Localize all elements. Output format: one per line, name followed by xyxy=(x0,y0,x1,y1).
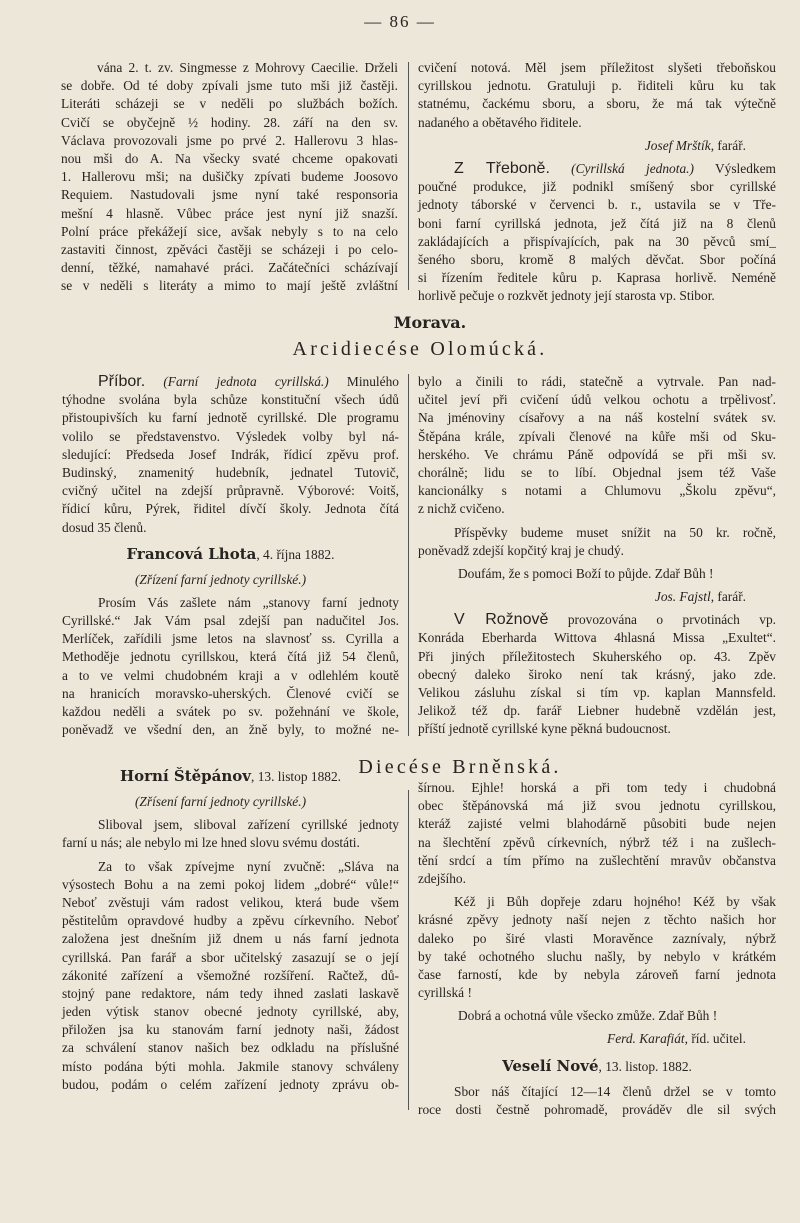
text-block xyxy=(61,59,398,295)
text-block xyxy=(418,779,776,888)
text-line: horlivě pečuje o rozkvět jednoty její starosta vp. Stibor. xyxy=(418,288,715,304)
text-block xyxy=(418,1054,776,1078)
column-divider xyxy=(408,374,409,736)
article-title xyxy=(62,542,399,566)
text-line: statnému, čackému sboru, a sboru, že má tak výtečně xyxy=(418,96,776,112)
signature xyxy=(418,137,776,155)
signature-title: , farář. xyxy=(710,137,746,153)
paragraph-heading: Z Třeboně. xyxy=(454,159,550,177)
text-line: za schválení stanov našich bez odkladu na příslušné xyxy=(62,1040,399,1056)
text-line: denní, těžké, namahavé práci. Začátečníci scházívají xyxy=(61,260,398,276)
text-line: Merlíček, zařídili jsme letos na slavnosť ss. Cyrilla a xyxy=(62,631,399,647)
paragraph-heading: V Rožnově xyxy=(454,611,549,629)
article-subtitle xyxy=(62,571,399,589)
column-middle-right xyxy=(418,373,776,739)
article-title xyxy=(62,764,399,788)
text-line: řídicí kůru, Pýrek, řiditel dívčí školy. Jednota čítá xyxy=(62,501,399,517)
article-subtitle-text: (Zřísení farní jednoty cyrillské.) xyxy=(134,794,307,809)
text-block xyxy=(418,59,776,132)
text-block xyxy=(62,816,399,852)
text-block xyxy=(418,588,776,606)
text-line: Neboť zvěstuji vám radost velikou, která bude všem xyxy=(62,894,399,910)
text-line: cyrillská ! xyxy=(418,985,472,1001)
text-line: Na jménoviny císařovy a na náš kostelní svátek sv. xyxy=(418,410,776,426)
section-heading-brnenska: Diecése Brněnská. xyxy=(358,756,562,778)
column-middle-left xyxy=(62,373,399,739)
text-line: cvičný učitel na zdejší průpravně. Výborové: Voitš, xyxy=(62,483,399,499)
text-line: Štěpána krále, zpívali členové na kůře mši od Sku- xyxy=(418,428,776,444)
text-line: šírnou. Ejhle! horská a při tom tedy i chudobná xyxy=(418,780,776,795)
text-line: Sliboval jsem, sliboval zařízení cyrillské jednoty xyxy=(98,817,399,833)
text-block xyxy=(62,764,399,788)
text-line: roce dosti čestně pohromadě, prováděv dle sil svých xyxy=(418,1101,776,1117)
text-line: mešní 4 hlasně. Vůbec práce jest nyní již snazší. xyxy=(61,205,398,221)
text-line: přiložen jsa ku stanovám farní jednoty naši, žádost xyxy=(62,1022,399,1038)
text-line: Dobrá a ochotná vůle všecko zmůže. Zdař Bůh ! xyxy=(458,1008,718,1024)
text-line: Konráda Eberharda Wittova 4hlasná Missa „Exultet“. xyxy=(418,630,776,646)
signature-name: Ferd. Karafiát xyxy=(607,1031,685,1047)
article-title-place: Horní Štěpánov xyxy=(119,767,251,785)
text-line: a to ve velmi chudobném kraji a v odlehlém koutě xyxy=(62,667,399,683)
text-block xyxy=(418,137,776,155)
text-line: cyrillská. Pan farář a sbor učitelský zasazují se o její xyxy=(62,949,399,965)
text-line: zakládajících a přispívajících, pak na 30 pěvců smí_ xyxy=(418,233,776,249)
text-block xyxy=(62,858,399,1094)
text-line: boni farní cyrillská jednota, jež čítá již na 8 členů xyxy=(418,215,776,231)
text-line: si řízením ředitele kůru p. Kaprasa horlivě. Neméně xyxy=(418,270,776,286)
text-line: bylo a činili to rádi, statečně a vytrvale. Pan nad- xyxy=(418,374,776,389)
signature-title: , farář. xyxy=(710,589,746,605)
text-line-rest: provozována o prvotinách vp. xyxy=(548,612,777,628)
text-line: Cyrillské.“ Jak Vám psal zdejší pan nadučitel Jos. xyxy=(62,613,399,629)
text-line: učitel jeví při cvičení údů velkou ochotu a trpělivosť. xyxy=(418,392,776,408)
text-block xyxy=(62,793,399,811)
article-title-date: , 4. října 1882. xyxy=(256,546,335,562)
paragraph-heading: Příbor. xyxy=(98,373,146,390)
text-line: Příspěvky budeme muset snížit na 50 kr. ročně, xyxy=(454,524,776,540)
article-subtitle xyxy=(62,793,399,811)
section-heading-olomoucka: Arcidiecése Olomúcká. xyxy=(292,338,548,360)
text-line: se v neděli s literáty a mimo to mají ještě zvláštní xyxy=(61,278,398,294)
text-line: stojný pane redaktore, nám tedy ihned zaslati laskavě xyxy=(62,985,399,1001)
text-line: Prosím Vás zašlete nám „stanovy farní jednoty xyxy=(98,594,399,610)
text-line: obecný daleko široko není tak krásný, jako zde. xyxy=(418,666,776,682)
page-number: — 86 — xyxy=(364,12,436,31)
signature-title: , říd. učitel. xyxy=(684,1031,746,1047)
article-title-date: , 13. listop. 1882. xyxy=(598,1058,692,1074)
text-line: Při jiných příležitostech Skuherského op. 43. Zpěv xyxy=(418,648,776,664)
text-line: čase farností, kde by nebyla zároveň farní jednota xyxy=(418,966,776,982)
text-line: na hranicích moravsko-uherských. Členové cvičí se xyxy=(62,685,399,701)
text-line: založena jest dnešním již dnem u nás farní jednota xyxy=(62,931,399,947)
text-line: Requiem. Nastudovali jsme nyní také responsoria xyxy=(61,187,398,203)
column-top-left xyxy=(61,59,398,295)
text-line: výsostech Bohu a na zemi pokoj lidem „dobré“ vůle!“ xyxy=(62,876,399,892)
text-line: Doufám, že s pomoci Boží to půjde. Zdař Bůh ! xyxy=(458,565,714,581)
text-line-rest: Výsledkem xyxy=(693,160,776,176)
text-block xyxy=(418,611,776,738)
text-block xyxy=(62,571,399,589)
text-block xyxy=(418,1030,776,1048)
column-bottom-left xyxy=(62,764,399,1094)
text-line: obec štěpánovská má již svou jednotu cyrillskou, xyxy=(418,798,776,814)
text-line: pěstitelům opravdové hudby a zpěvu církevního. Neboť xyxy=(62,913,399,929)
text-line: vána 2. t. zv. Singmesse z Mohrovy Caecilie. Drželi xyxy=(97,60,398,75)
column-top-right xyxy=(418,59,776,305)
text-line: jednoty táborské v červenci b. r., ustavila se v Tře- xyxy=(418,197,776,213)
text-block xyxy=(418,373,776,519)
signature xyxy=(418,588,776,606)
text-line: cyrillskou jednotu. Gratuluji p. řiditeli kůru ku tak xyxy=(418,78,776,94)
paragraph-heading-note: (Farní jednota cyrillská.) xyxy=(163,374,329,389)
text-block xyxy=(62,594,399,740)
text-line: krásné zpěvy jednoty naší nejen z těchto našich hor xyxy=(418,912,776,928)
text-line: poněvadž ve všední den, an žně byly, to možné ne- xyxy=(62,722,399,738)
text-line: herského. Ve chrámu Páně odpovídá se při mši sv. xyxy=(418,446,776,462)
text-line: kancionálky s notami a Chlumovu „Školu zpěvu“, xyxy=(418,483,776,499)
text-line: Methoděje jednotu cyrillskou, která čítá již 54 členů, xyxy=(62,649,399,665)
text-line: Velikou zásluhu získal si tím vp. kaplan Mannsfeld. xyxy=(418,685,776,700)
column-bottom-right xyxy=(418,779,776,1119)
text-line: sledující: Předseda Josef Indrák, řídicí zpěvu prof. xyxy=(62,446,399,462)
text-line: tění srdcí a tím přímo na zušlechtění mravův občanstva xyxy=(418,852,776,868)
text-block xyxy=(418,1007,776,1025)
paragraph-heading-note: (Cyrillská jednota.) xyxy=(571,160,694,176)
text-line: by také ochotného sluchu našly, by nebylo v krátkém xyxy=(418,948,776,964)
text-line: Cvičí se obyčejně ½ hodiny. 28. září na den sv. xyxy=(61,114,398,130)
article-title-place: Veselí Nové xyxy=(502,1056,599,1075)
text-block xyxy=(418,524,776,560)
text-line xyxy=(418,160,776,178)
text-line: zákonité zařízení a všemožné rozšíření. Račtež, dů- xyxy=(62,967,399,983)
text-line: Sbor náš čítající 12—14 členů držel se v tomto xyxy=(454,1083,776,1099)
text-block xyxy=(418,1083,776,1119)
column-divider xyxy=(408,62,409,290)
text-line: zdejšího. xyxy=(418,870,466,886)
text-line: Polní práce překážejí sice, avšak nebyly s to na celo xyxy=(61,223,398,239)
text-line: Jelikož též dp. farář Liebner hudebně vzdělán jest, xyxy=(418,703,776,719)
text-line: Václava provozovali jsme po prvé 2. Hallerovu 3 hlas- xyxy=(61,132,398,148)
text-line: farní u nás; ale nebylo mi lze hned slovu svému dostáti. xyxy=(62,835,360,851)
signature xyxy=(418,1030,776,1048)
text-block xyxy=(418,160,776,306)
text-line: týhodne svolána byla schůze konstituční všech údů xyxy=(62,392,399,408)
signature-name: Jos. Fajstl xyxy=(654,589,711,605)
text-block xyxy=(418,893,776,1002)
article-title-date: , 13. listop 1882. xyxy=(251,769,342,784)
text-line: cvičení notová. Měl jsem příležitost slyšeti třeboňskou xyxy=(418,60,776,75)
text-line: chorálně; lidu se to líbí. Objednal jsem též Vaše xyxy=(418,464,776,480)
text-line xyxy=(62,373,399,391)
text-line: zastaviti činnost, zpěváci častěji se scházeji i po celo- xyxy=(61,241,398,257)
text-block xyxy=(62,542,399,566)
article-subtitle-text: (Zřízení farní jednoty cyrillské.) xyxy=(134,571,307,587)
text-line: 1. Hallerovu mši; na dušičky zpívati budeme Joosovo xyxy=(61,169,398,185)
text-line: šeného sboru, kromě 8 malých děvčat. Sbor počíná xyxy=(418,251,776,267)
text-line: poučné produkce, již podnikl smíšený sbor cyrillské xyxy=(418,179,776,195)
article-title-place: Francová Lhota xyxy=(126,544,257,563)
text-block xyxy=(62,373,399,537)
text-line: kteráž zajisté velmi blahodárně působiti bude nejen xyxy=(418,816,776,832)
text-line: z nichž cvičeno. xyxy=(418,501,505,517)
text-line: Literáti scházeji se v neděli po službách božích. xyxy=(61,96,398,112)
text-line: poněvadž zdejší kopčitý kraj je chudý. xyxy=(418,542,624,558)
text-line: jeden výtisk stanov obecné jednoty cyrillské, aby, xyxy=(62,1004,399,1020)
text-line: dosud 35 členů. xyxy=(62,519,147,535)
text-line: na šlechtění zpěvů církevních, nýbrž též i na zušlech- xyxy=(418,834,776,850)
text-line: každou neděli a svátek po sv. požehnání ve škole, xyxy=(62,704,399,719)
text-line: budou, podám o celém zařízení jednoty zprávu ob- xyxy=(62,1076,399,1092)
text-line: se dobře. Od té doby zpívali jsme tuto mši již častěji. xyxy=(61,78,398,94)
text-line: daleko po širé vlasti Moravěnce zaznívaly, nýbrž xyxy=(418,930,776,946)
text-line: volilo se představenstvo. Výsledek volby byl ná- xyxy=(62,428,399,444)
text-line: Za to však zpívejme nyní zvučně: „Sláva na xyxy=(98,858,399,874)
text-block xyxy=(418,565,776,583)
text-line: nadaného a obětavého řiditele. xyxy=(418,114,582,130)
article-title xyxy=(418,1054,776,1078)
text-line: nou mši do A. Na všecky svaté chceme opakovati xyxy=(61,150,398,166)
column-divider xyxy=(408,790,409,1110)
text-line: Kéž ji Bůh dopřeje zdaru hojného! Kéž by však xyxy=(454,894,776,910)
text-line xyxy=(418,611,776,629)
text-line: místo podána býti mohla. Jakmile stanovy schváleny xyxy=(62,1058,399,1074)
text-line: přistoupivších ku farní jednotě cyrillské. Dle programu xyxy=(62,410,399,426)
section-heading-morava: Morava. xyxy=(393,313,467,332)
text-line: příští jednotě cyrillské kyne pěkná budoucnost. xyxy=(418,721,671,737)
signature-name: Josef Mrštík xyxy=(644,137,711,153)
text-line: Budinský, znamenitý hudebník, jednatel Tutovič, xyxy=(62,464,399,480)
text-line-rest: Minulého xyxy=(328,374,399,389)
